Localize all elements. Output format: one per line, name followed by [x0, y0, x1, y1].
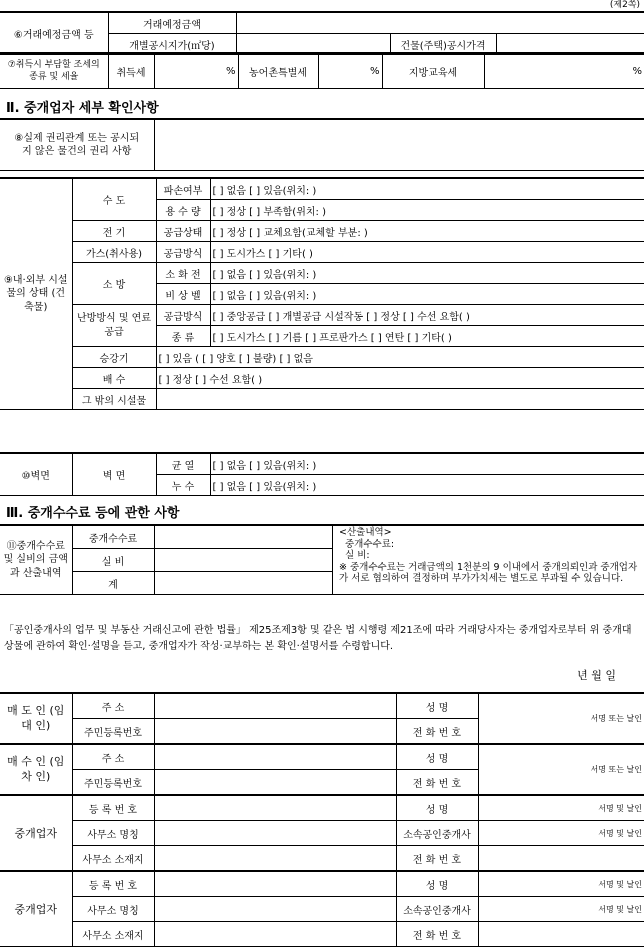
water-damage-options[interactable]: [ ] 없음 [ ] 있음(위치: ) [210, 178, 644, 200]
crack-label: 균 열 [156, 453, 210, 475]
other-facilities-value[interactable] [156, 389, 644, 410]
fee-table [0, 524, 644, 595]
rural-tax-rate[interactable]: % [318, 53, 382, 89]
buyer-rrn-value[interactable] [154, 770, 396, 796]
gas-options[interactable]: [ ] 도시가스 [ ] 기타( ) [210, 242, 644, 263]
expense-value[interactable] [154, 549, 332, 572]
seller-rrn-value[interactable] [154, 719, 396, 745]
wall-label: 벽 면 [72, 453, 156, 496]
s7-label: ⑦취득시 부담할 조세의 종류 및 세율 [0, 53, 108, 89]
expected-price-table [0, 11, 644, 55]
official-land-price-label: 개별공시지가(㎡당) [108, 34, 236, 55]
alarm-label: 비 상 벨 [156, 284, 210, 305]
water-damage-label: 파손여부 [156, 178, 210, 200]
drain-options[interactable]: [ ] 정상 [ ] 수선 요함( ) [156, 368, 644, 389]
s9-label: ⑨내·외부 시설물의 상태 (건축물) [0, 178, 72, 410]
acq-tax-label: 취득세 [108, 53, 154, 89]
elevator-options[interactable]: [ ] 있음 ( [ ] 양호 [ ] 불량) [ ] 없음 [156, 347, 644, 368]
broker2-name-label: 성 명 [396, 871, 478, 897]
broker2-label: 중개업자 [0, 871, 72, 947]
total-value[interactable] [154, 572, 332, 595]
water-volume-label: 용 수 량 [156, 200, 210, 221]
buyer-address-value[interactable] [154, 744, 396, 770]
fee-note: ※ 중개수수료는 거래금액의 1천분의 9 이내에서 중개의뢰인과 중개업자가 서로 협의하여 결정하며 부가가치세는 별도로 부과될 수 있습니다. [339, 562, 638, 584]
broker1-label: 중개업자 [0, 795, 72, 871]
calc-fee-label: 중개수수료: [345, 539, 395, 550]
seller-phone-label: 전 화 번 호 [396, 719, 478, 745]
broker2-phone-label: 전 화 번 호 [396, 922, 478, 947]
alarm-options[interactable]: [ ] 없음 [ ] 있음(위치: ) [210, 284, 644, 305]
broker2-sign[interactable]: 서명 및 날인 [478, 871, 644, 897]
seller-address-label: 주 소 [72, 693, 154, 719]
extinguisher-label: 소 화 전 [156, 263, 210, 284]
heating-method-label: 공급방식 [156, 305, 210, 326]
other-facilities-label: 그 밖의 시설물 [72, 389, 156, 410]
edu-tax-rate[interactable]: % [484, 53, 644, 89]
section-3-title: Ⅲ. 중개수수료 등에 관한 사항 [6, 506, 180, 521]
expected-amount-label: 거래예정금액 [108, 12, 236, 34]
buyer-sign[interactable]: 서명 또는 날인 [478, 744, 644, 795]
broker1-addr-label: 사무소 소재지 [72, 846, 154, 872]
leak-label: 누 수 [156, 475, 210, 496]
broker1-name-label: 성 명 [396, 795, 478, 821]
expected-amount-value[interactable] [236, 12, 644, 34]
fire-label: 소 방 [72, 263, 156, 305]
building-price-label: 건물(주택)공시가격 [390, 34, 496, 55]
acq-tax-rate[interactable]: % [154, 53, 238, 89]
heating-type-options[interactable]: [ ] 도시가스 [ ] 기름 [ ] 프로판가스 [ ] 연탄 [ ] 기타( ) [210, 326, 644, 347]
buyer-name-label: 성 명 [396, 744, 478, 770]
rights-value[interactable] [154, 119, 644, 171]
seller-label: 매 도 인 (임 대 인) [0, 693, 72, 744]
total-label: 계 [72, 572, 154, 595]
expense-label: 실 비 [72, 549, 154, 572]
s11-label: ⑪중개수수료 및 실비의 금액과 산출내역 [0, 525, 72, 595]
broker1-addr-value[interactable] [154, 846, 396, 872]
tax-table [0, 52, 644, 89]
electric-supply-label: 공급상태 [156, 221, 210, 242]
electric-options[interactable]: [ ] 정상 [ ] 교체요함(교체할 부분: ) [210, 221, 644, 242]
rights-table [0, 118, 644, 171]
s10-label: ⑩벽면 [0, 453, 72, 496]
broker2-addr-value[interactable] [154, 922, 396, 947]
parties-table [0, 692, 644, 947]
wall-table [0, 452, 644, 496]
s8-label: ⑧실제 권리관계 또는 공시되지 않은 물건의 권리 사항 [0, 119, 154, 171]
broker2-office-label: 사무소 명칭 [72, 897, 154, 922]
extinguisher-options[interactable]: [ ] 없음 [ ] 있음(위치: ) [210, 263, 644, 284]
broker1-affiliated-sign[interactable]: 서명 및 날인 [478, 821, 644, 846]
buyer-rrn-label: 주민등록번호 [72, 770, 154, 796]
fee-label: 중개수수료 [72, 525, 154, 549]
date-line: 년 월 일 [577, 669, 616, 682]
seller-rrn-label: 주민등록번호 [72, 719, 154, 745]
heating-label: 난방방식 및 연료공급 [72, 305, 156, 347]
rural-tax-label: 농어촌특별세 [238, 53, 318, 89]
water-volume-options[interactable]: [ ] 정상 [ ] 부족함(위치: ) [210, 200, 644, 221]
calc-title: <산출내역> [339, 527, 392, 538]
page-label: (제2쪽) [609, 0, 640, 10]
calc-expense-label: 실 비: [345, 550, 370, 561]
broker2-phone-value[interactable] [478, 922, 644, 947]
crack-options[interactable]: [ ] 없음 [ ] 있음(위치: ) [210, 453, 644, 475]
broker1-reg-label: 등 록 번 호 [72, 795, 154, 821]
broker2-affiliated-label: 소속공인중개사 [396, 897, 478, 922]
broker2-reg-label: 등 록 번 호 [72, 871, 154, 897]
seller-name-label: 성 명 [396, 693, 478, 719]
statement: 「공인중개사의 업무 및 부동산 거래신고에 관한 법률」 제25조제3항 및 같은 법 시행령 제21조에 따라 거래당사자는 중개업자로부터 위 중개대상물에 관하여 확인·설명을 듣고, 중개업자가 작성·교부하는 본 확인·설명서를 수령합니다. [4, 625, 632, 652]
heating-method-options[interactable]: [ ] 중앙공급 [ ] 개별공급 시설작동 [ ] 정상 [ ] 수선 요함( ) [210, 305, 644, 326]
broker1-sign[interactable]: 서명 및 날인 [478, 795, 644, 821]
broker2-affiliated-sign[interactable]: 서명 및 날인 [478, 897, 644, 922]
edu-tax-label: 지방교육세 [382, 53, 484, 89]
broker1-reg-value[interactable] [154, 795, 396, 821]
elevator-label: 승강기 [72, 347, 156, 368]
gas-method-label: 공급방식 [156, 242, 210, 263]
gas-label: 가스(취사용) [72, 242, 156, 263]
buyer-address-label: 주 소 [72, 744, 154, 770]
buyer-phone-label: 전 화 번 호 [396, 770, 478, 796]
broker2-reg-value[interactable] [154, 871, 396, 897]
electric-label: 전 기 [72, 221, 156, 242]
section-2-title: Ⅱ. 중개업자 세부 확인사항 [6, 101, 159, 116]
fee-value[interactable] [154, 525, 332, 549]
broker2-office-value[interactable] [154, 897, 396, 922]
buyer-label: 매 수 인 (임 차 인) [0, 744, 72, 795]
broker1-office-value[interactable] [154, 821, 396, 846]
heating-type-label: 종 류 [156, 326, 210, 347]
broker1-affiliated-label: 소속공인중개사 [396, 821, 478, 846]
water-label: 수 도 [72, 178, 156, 221]
s6-label: ⑥거래예정금액 등 [0, 12, 108, 55]
broker2-addr-label: 사무소 소재지 [72, 922, 154, 947]
facilities-table [0, 177, 644, 410]
seller-address-value[interactable] [154, 693, 396, 719]
broker1-phone-label: 전 화 번 호 [396, 846, 478, 872]
broker1-phone-value[interactable] [478, 846, 644, 872]
drain-label: 배 수 [72, 368, 156, 389]
broker1-office-label: 사무소 명칭 [72, 821, 154, 846]
leak-options[interactable]: [ ] 없음 [ ] 있음(위치: ) [210, 475, 644, 496]
seller-sign[interactable]: 서명 또는 날인 [478, 693, 644, 744]
